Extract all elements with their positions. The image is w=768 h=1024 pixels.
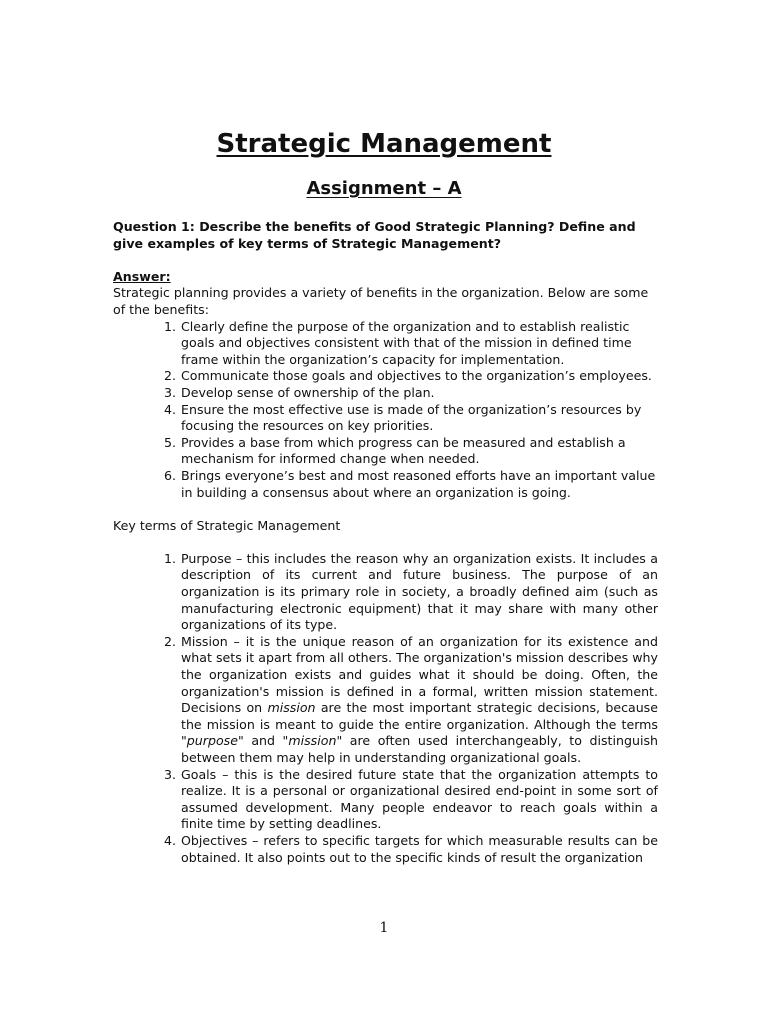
list-item: 1. Purpose – this includes the reason why an organization exists. It includes a description of its current and future business. The purpose of an organization is its primary role in society, a broadly defined aim (such as manufacturing electronic equipment) that it may share with many other organizations of its type. (163, 550, 658, 633)
intro-paragraph: Strategic planning provides a variety of benefits in the organization. Below are some of the benefits: (113, 285, 649, 317)
document-subtitle: Assignment – A (306, 178, 462, 199)
list-item: 3. Goals – this is the desired future state that the organization attempts to realize. It is a personal or organizational desired end-point in some sort of assumed development. Many people endeavor to reach goals within a finite time by setting deadlines. (163, 766, 658, 832)
benefit-text: Develop sense of ownership of the plan. (181, 384, 435, 400)
key-terms-heading: Key terms of Strategic Management (113, 517, 341, 533)
list-item: 5. Provides a base from which progress can be measured and establish a mechanism for informed change when needed. (163, 434, 626, 467)
page-number: 1 (379, 920, 389, 936)
document-body (113, 219, 658, 866)
list-item: 4. Ensure the most effective use is made of the organization’s resources by focusing the resources on key priorities. (163, 401, 642, 434)
answer-label: Answer: (113, 268, 171, 284)
benefit-text: Ensure the most effective use is made of the organization’s resources by focusing the resources on key priorities. (181, 401, 642, 434)
term-goals: Goals – this is the desired future state that the organization attempts to realize. It is a personal or organizational desired end-point in some sort of assumed development. Many people endeavor to reach goals within a finite time by setting deadlines. (181, 766, 658, 832)
benefit-text: Brings everyone’s best and most reasoned efforts have an important value in building a consensus about where an organization is going. (181, 467, 656, 500)
benefit-text: Clearly define the purpose of the organization and to establish realistic goals and objectives consistent with that of the mission in defined time frame within the organization’s capacity for implementation. (181, 318, 632, 367)
list-item: 1. Clearly define the purpose of the organization and to establish realistic goals and objectives consistent with that of the mission in defined time frame within the organization’s capacity for implementation. (163, 318, 632, 367)
list-item: 2. Communicate those goals and objectives to the organization’s employees. (163, 368, 652, 384)
benefits-list (113, 319, 658, 502)
benefit-text: Provides a base from which progress can be measured and establish a mechanism for informed change when needed. (181, 434, 626, 467)
document-title: Strategic Management (216, 129, 552, 159)
question-text: Question 1: Describe the benefits of Good Strategic Planning? Define and give examples of key terms of Strategic Management? (113, 219, 636, 251)
term-objectives: Objectives – refers to specific targets for which measurable results can be obtained. It also points out to the specific kinds of result the organization (181, 832, 658, 865)
list-item: 6. Brings everyone’s best and most reasoned efforts have an important value in building a consensus about where an organization is going. (163, 467, 656, 500)
term-purpose: Purpose – this includes the reason why an organization exists. It includes a description of its current and future business. The purpose of an organization is its primary role in society, a broadly defined aim (such as manufacturing electronic equipment) that it may share with many other organizations of its type. (181, 550, 658, 633)
list-item: 4. Objectives – refers to specific targets for which measurable results can be obtained. It also points out to the specific kinds of result the organization (163, 832, 658, 865)
term-mission: Mission – it is the unique reason of an organization for its existence and what sets it apart from all others. The organization's mission describes why the organization exists and guides what it should be doing. Often, the organization's mission is defined in a formal, written mission statement. Decisions on mission are the most important strategic decisions, because the mission is meant to guide the entire organization. Although the terms "purpose" and "mission" are often used interchangeably, to distinguish between them may help in understanding organizational goals. (181, 633, 658, 765)
list-item: 2. Mission – it is the unique reason of an organization for its existence and what sets it apart from all others. The organization's mission describes why the organization exists and guides what it should be doing. Often, the organization's mission is defined in a formal, written mission statement. Decisions on mission are the most important strategic decisions, because the mission is meant to guide the entire organization. Although the terms "purpose" and "mission" are often used interchangeably, to distinguish between them may help in understanding organizational goals. (163, 633, 658, 765)
benefit-text: Communicate those goals and objectives to the organization’s employees. (181, 368, 652, 384)
list-item: 3. Develop sense of ownership of the plan. (163, 384, 435, 400)
key-terms-list (113, 551, 658, 866)
